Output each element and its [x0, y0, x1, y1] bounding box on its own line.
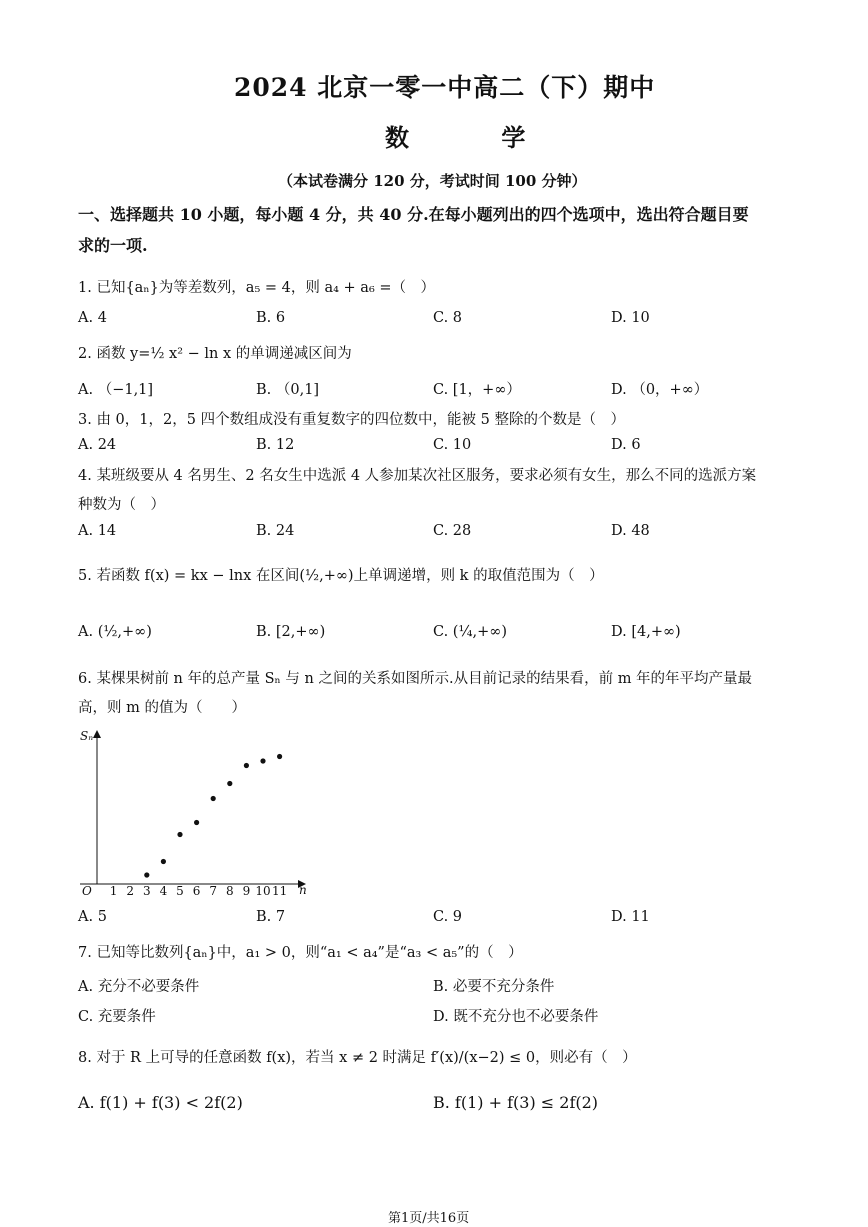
x-tick-label: 6: [192, 884, 201, 898]
question-6-stem-line1: 6. 某棵果树前 n 年的总产量 Sₙ 与 n 之间的关系如图所示.从目前记录的结果看，前 m 年的年平均产量最: [78, 671, 753, 687]
question-2-option-a: A. （−1,1]: [78, 382, 154, 398]
question-8-option-b: B. f(1) + f(3) ≤ 2f(2): [433, 1093, 599, 1112]
x-tick-label: 9: [242, 884, 251, 898]
question-3-option-b: B. 12: [256, 437, 295, 453]
question-4-option-d: D. 48: [611, 523, 650, 539]
question-4-stem-line2: 种数为（ ）: [78, 497, 165, 513]
origin-label: O: [82, 884, 92, 898]
x-tick-label: 3: [142, 884, 151, 898]
question-6-stem-line2: 高，则 m 的值为（ ）: [78, 700, 246, 716]
sn-scatter-chart: [76, 722, 316, 900]
question-5-option-a: A. (½,+∞): [78, 624, 152, 640]
page-title: 2024 北京一零一中高二（下）期中: [234, 73, 656, 102]
question-3-stem: 3. 由 0，1，2，5 四个数组成没有重复数字的四位数中，能被 5 整除的个数是（ ）: [78, 412, 626, 428]
question-5-stem: 5. 若函数 f(x) = kx − lnx 在区间(½,+∞)上单调递增，则 k 的取值范围为（ ）: [78, 568, 604, 584]
data-point: [277, 754, 282, 759]
page-footer: 第1页/共16页: [388, 1211, 470, 1226]
exam-note: （本试卷满分 120 分，考试时间 100 分钟）: [278, 172, 587, 190]
section-heading-line1: 一、选择题共 10 小题，每小题 4 分，共 40 分.在每小题列出的四个选项中，选出符合题目要: [78, 205, 749, 224]
question-2-option-d: D. （0，+∞）: [611, 382, 709, 398]
data-point: [161, 859, 166, 864]
question-5-option-c: C. (¼,+∞): [433, 624, 508, 640]
x-tick-label: 5: [176, 884, 184, 898]
question-3-option-c: C. 10: [433, 437, 472, 453]
question-1-option-d: D. 10: [611, 310, 650, 326]
question-8-stem: 8. 对于 R 上可导的任意函数 f(x)，若当 x ≠ 2 时满足 f′(x)/(x−2) ≤ 0，则必有（ ）: [78, 1050, 637, 1066]
data-point: [227, 781, 232, 786]
data-point: [194, 820, 199, 825]
question-8-option-a: A. f(1) + f(3) < 2f(2): [78, 1093, 243, 1112]
question-5-option-b: B. [2,+∞): [256, 624, 326, 640]
question-2-option-c: C. [1，+∞）: [433, 382, 521, 398]
question-6-option-c: C. 9: [433, 909, 463, 925]
data-point: [260, 758, 265, 763]
question-6-option-a: A. 5: [78, 909, 107, 925]
question-1-option-c: C. 8: [433, 310, 463, 326]
data-point: [211, 796, 216, 801]
data-points: [144, 754, 282, 878]
x-tick-label: 8: [225, 884, 234, 898]
question-4-option-a: A. 14: [78, 523, 117, 539]
y-axis-label: Sₙ: [80, 729, 94, 743]
question-2-option-b: B. （0,1]: [256, 382, 320, 398]
question-1-option-b: B. 6: [256, 310, 286, 326]
question-7-option-b: B. 必要不充分条件: [433, 979, 555, 995]
section-heading: [78, 199, 790, 261]
question-3-option-a: A. 24: [78, 437, 117, 453]
x-tick-label: 11: [271, 884, 288, 898]
x-tick-label: 2: [126, 884, 135, 898]
question-6-option-b: B. 7: [256, 909, 286, 925]
question-7-option-c: C. 充要条件: [78, 1009, 156, 1025]
question-6-option-d: D. 11: [611, 909, 650, 925]
x-axis-label: n: [299, 883, 307, 897]
x-tick-label: 4: [159, 884, 168, 898]
x-tick-label: 7: [209, 884, 218, 898]
question-1-option-a: A. 4: [78, 310, 107, 326]
data-point: [144, 872, 149, 877]
question-3-option-d: D. 6: [611, 437, 641, 453]
question-2-stem: 2. 函数 y=½ x² − ln x 的单调递减区间为: [78, 346, 352, 362]
subject-title: 数 学: [385, 123, 568, 152]
question-4-option-b: B. 24: [256, 523, 295, 539]
question-4-option-c: C. 28: [433, 523, 472, 539]
question-4-stem-line1: 4. 某班级要从 4 名男生、2 名女生中选派 4 人参加某次社区服务，要求必须有女生，那么不同的选派方案: [78, 468, 757, 484]
x-tick-label: 10: [255, 884, 271, 898]
question-7-option-d: D. 既不充分也不必要条件: [433, 1009, 599, 1025]
question-7-option-a: A. 充分不必要条件: [78, 979, 200, 995]
data-point: [177, 832, 182, 837]
x-tick-labels: [110, 884, 287, 898]
question-1-stem: 1. 已知{aₙ}为等差数列，a₅ = 4，则 a₄ + a₆ =（ ）: [78, 280, 436, 296]
question-7-stem: 7. 已知等比数列{aₙ}中，a₁ > 0，则“a₁ < a₄”是“a₃ < a₅”的（ ）: [78, 945, 523, 961]
question-5-option-d: D. [4,+∞): [611, 624, 681, 640]
section-heading-line2: 求的一项.: [78, 236, 148, 255]
data-point: [244, 763, 249, 768]
x-tick-label: 1: [109, 884, 118, 898]
